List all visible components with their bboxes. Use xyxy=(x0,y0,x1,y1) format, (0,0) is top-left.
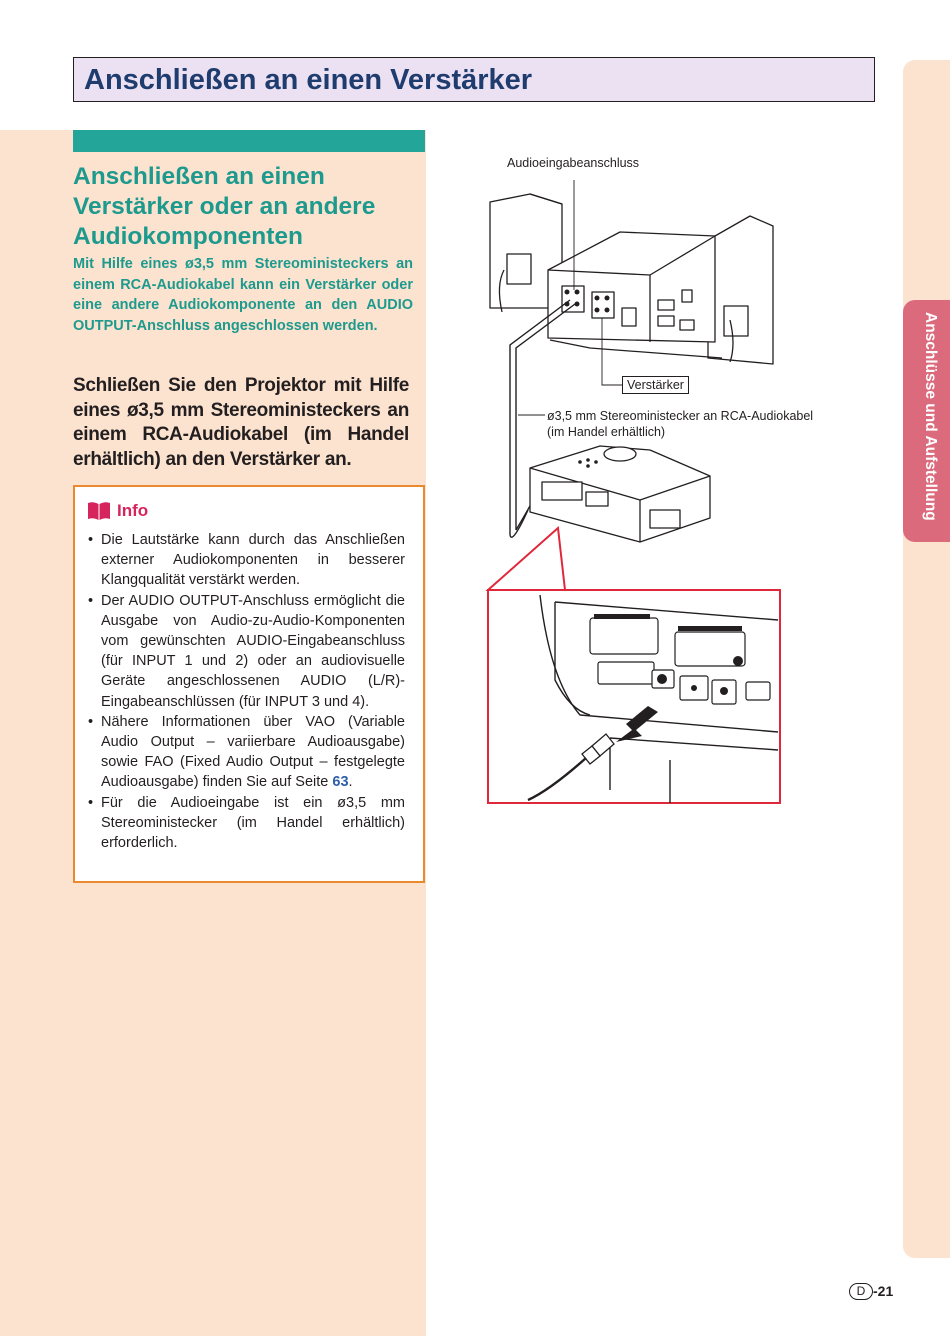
amplifier-label: Verstärker xyxy=(622,376,689,394)
connection-illustration xyxy=(430,150,900,820)
section-intro: Mit Hilfe eines ø3,5 mm Stereoministeckers an einem RCA-Audiokabel kann ein Verstärker oder eine andere Audiokomponente an den AUDIO OUTPUT-Anschluss angeschlossen werden. xyxy=(73,256,413,334)
page-number-value: -21 xyxy=(873,1283,894,1299)
info-header xyxy=(87,500,148,522)
section-heading: Anschließen an einen Verstärker oder an andere Audiokomponenten xyxy=(73,163,376,250)
page-title: Anschließen an einen Verstärker xyxy=(84,64,533,96)
side-tab-background xyxy=(903,60,950,1258)
info-item: • Der AUDIO OUTPUT-Anschluss ermöglicht die Ausgabe von Audio-zu-Audio-Komponenten vom gewünschten AUDIO-Eingabeanschluss (für INPUT 1 und 2) oder an audiovisuelle Geräte angeschlossenen AUDIO (L/R)-Eingabeanschlüssen (für INPUT 3 und 4). xyxy=(87,591,405,712)
page-number xyxy=(849,1282,893,1300)
info-item-suffix: . xyxy=(348,774,353,791)
info-list xyxy=(87,530,405,853)
info-box xyxy=(73,485,425,883)
cable-label-line2: (im Handel erhältlich) xyxy=(547,425,666,439)
section-bar xyxy=(73,130,425,152)
book-icon xyxy=(87,501,111,521)
page-reference-link[interactable]: 63 xyxy=(332,774,349,791)
connection-diagram xyxy=(430,150,900,820)
info-label: Info xyxy=(117,501,149,520)
info-item-text: Nähere Informationen über VAO (Variable Audio Output – variierbare Audioausgabe) sowie FAO (Fixed Audio Output – festgelegte Audioausgabe) finden Sie auf Seite xyxy=(101,713,405,791)
info-item: • Die Lautstärke kann durch das Anschließen externer Audiokomponenten in besserer Klangqualität verstärkt werden. xyxy=(87,530,405,591)
info-item: • Für die Audioeingabe ist ein ø3,5 mm Stereoministecker (im Handel erhältlich) erforderlich. xyxy=(87,793,405,854)
audio-input-label: Audioeingabeanschluss xyxy=(507,156,640,170)
side-tab-label: Anschlüsse und Aufstellung xyxy=(922,312,939,521)
cable-label-line1: ø3,5 mm Stereoministecker an RCA-Audiokabel xyxy=(547,409,814,423)
page-title-box xyxy=(73,57,875,102)
info-item xyxy=(87,712,405,793)
page-prefix-badge: D xyxy=(849,1283,873,1300)
instruction-text: Schließen Sie den Projektor mit Hilfe eines ø3,5 mm Stereoministeckers an einem RCA-Audiokabel (im Handel erhältlich) an den Verstärker an. xyxy=(73,375,409,470)
